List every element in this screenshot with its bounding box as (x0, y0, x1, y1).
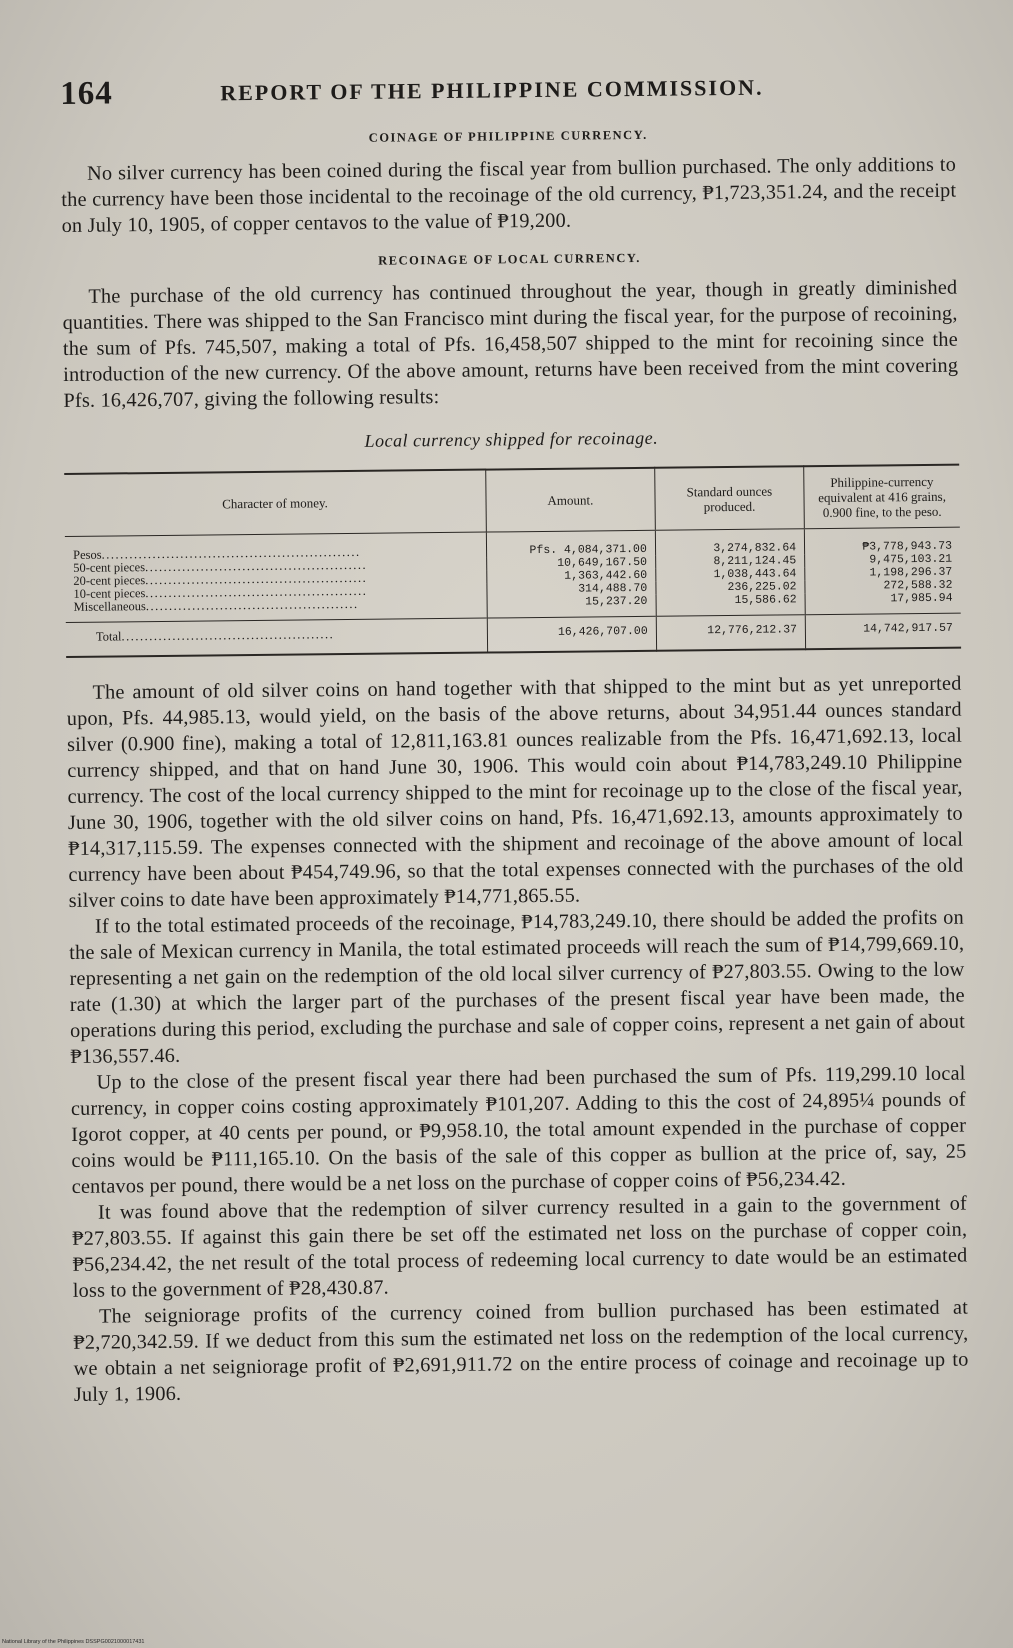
total-label: Total (95, 629, 122, 644)
recoinage-heading: RECOINAGE OF LOCAL CURRENCY. (378, 250, 641, 268)
leader-dots: ................................................ (145, 570, 368, 588)
row-equivalent: 9,475,103.21 (805, 553, 961, 568)
row-ounces: 1,038,443.64 (656, 567, 805, 582)
leader-dots: .............................................. (145, 596, 359, 614)
row-amount: 314,488.70 (487, 582, 656, 597)
row-equivalent: 272,588.32 (805, 579, 961, 594)
row-equivalent: 1,198,296.37 (805, 566, 961, 581)
row-label: Miscellaneous (73, 599, 146, 614)
row-label: 10-cent pieces (73, 586, 146, 601)
page-number: 164 (60, 75, 113, 112)
leader-dots: ................................................ (144, 557, 368, 575)
header-amount: Amount. (486, 468, 655, 532)
recoinage-table (64, 464, 961, 658)
row-amount: 1,363,442.60 (487, 569, 656, 584)
row-ounces: 3,274,832.64 (655, 529, 805, 556)
leader-dots: ........................................................ (101, 544, 361, 562)
row-equivalent: 17,985.94 (805, 592, 961, 615)
row-label: Pesos (73, 547, 102, 562)
total-equivalent: 14,742,917.57 (805, 613, 961, 649)
row-amount: Pfs. 4,084,371.00 (486, 530, 655, 557)
row-label: 50-cent pieces (73, 560, 146, 575)
row-amount: 15,237.20 (487, 595, 656, 618)
row-ounces: 8,211,124.45 (655, 554, 804, 569)
library-footer: National Library of the Philippines DSSPG0021000017431 (2, 1639, 145, 1645)
body-paragraph: It was found above that the redemption of silver currency resulted in a gain to the government of ₱27,803.55. If against this gain there be set off the estimated net loss on the purchase of copper coin, ₱56,234.42, the net result of the total process of redeeming local currency to date would be an estimated loss to the government of ₱28,430.87. (72, 1192, 968, 1302)
row-equivalent: ₱3,778,943.73 (804, 527, 960, 554)
header-equivalent: Philippine-currency equivalent at 416 grains, 0.900 fine, to the peso. (804, 465, 960, 529)
leader-dots: ................................................ (145, 583, 368, 601)
recoinage-paragraph: The purchase of the old currency has continued throughout the year, though in greatly diminished quantities. There was shipped to the San Francisco mint during the fiscal year, for the purpose of recoining, the sum of Pfs. 745,507, making a total of Pfs. 16,458,507 shipped to the mint for recoining since the introduction of the new currency. Of the above amount, returns have been received from the mint covering Pfs. 16,426,707, giving the following results: (62, 276, 959, 412)
total-ounces: 12,776,212.37 (656, 615, 806, 651)
page-header (60, 61, 955, 120)
running-title: REPORT OF THE PHILIPPINE COMMISSION. (220, 74, 764, 106)
body-paragraph: If to the total estimated proceeds of the recoinage, ₱14,783,249.10, there should be added the profits on the sale of Mexican currency in Manila, the total estimated proceeds will reach the sum of ₱14,799,669.10, representing a net gain on the redemption of the old local silver currency of ₱27,803.55. Owing to the low rate (1.30) at which the larger part of the purchases of the present fiscal year have been made, the operations during this period, excluding the purchase and sale of copper coins, represent a net gain of about ₱136,557.46. (69, 906, 966, 1068)
header-ounces: Standard ounces produced. (654, 466, 804, 530)
coinage-heading: COINAGE OF PHILIPPINE CURRENCY. (368, 127, 648, 145)
page-content (60, 61, 969, 1408)
row-ounces: 15,586.62 (656, 593, 806, 616)
row-amount: 10,649,167.50 (487, 556, 656, 571)
body-paragraph: The amount of old silver coins on hand together with that shipped to the mint but as yet unreported upon, Pfs. 44,985.13, would yield, on the basis of the above returns, about 34,951.44 ounces standard silver (0.900 fine), making a total of 12,811,163.81 ounces realizable from the Pfs. 16,471,692.13, local currency shipped, and that on hand June 30, 1906. This would coin about ₱14,783,249.10 Philippine currency. The cost of the local currency shipped to the mint for recoinage up to the close of the fiscal year, June 30, 1906, together with the old silver coins on hand, Pfs. 16,471,692.13, amounts approximately to ₱14,317,115.59. The expenses connected with the shipment and recoinage of the above amount of local currency have been about ₱454,749.96, so that the total expenses connected with the purchases of the old silver coins to date have been approximately ₱14,771,865.55. (66, 672, 964, 912)
leader-dots: .............................................. (121, 627, 335, 644)
row-ounces: 236,225.02 (656, 580, 805, 595)
table-header-row (64, 465, 960, 537)
body-paragraph: The seigniorage profits of the currency coined from bullion purchased has been estimated at ₱2,720,342.59. If we deduct from this sum the estimated net loss on the redemption of the local currency, we obtain a net seigniorage profit of ₱2,691,911.72 on the entire process of coinage and recoinage up to July 1, 1906. (73, 1296, 969, 1406)
header-character: Character of money. (64, 470, 486, 537)
body-paragraph: Up to the close of the present fiscal year there had been purchased the sum of Pfs. 119,299.10 local currency, in copper coins costing approximately ₱101,207. Adding to this the cost of 24,895¼ pounds of Igorot copper, at 40 cents per pound, or ₱9,958.10, the total amount expended in the purchase of copper coins would be ₱111,165.10. On the basis of the sale of this copper as bullion at the price of, say, 25 centavos per pound, there would be a net loss on the purchase of copper coins of ₱56,234.42. (70, 1062, 967, 1198)
table-caption: Local currency shipped for recoinage. (364, 427, 659, 451)
row-label: 20-cent pieces (73, 573, 146, 588)
coinage-paragraph: No silver currency has been coined during the fiscal year from bullion purchased. The only additions to the currency have been those incidental to the recoinage of the old currency, ₱1,723,351.24, and the receipt on July 10, 1905, of copper centavos to the value of ₱19,200. (61, 153, 957, 237)
total-amount: 16,426,707.00 (487, 616, 656, 652)
